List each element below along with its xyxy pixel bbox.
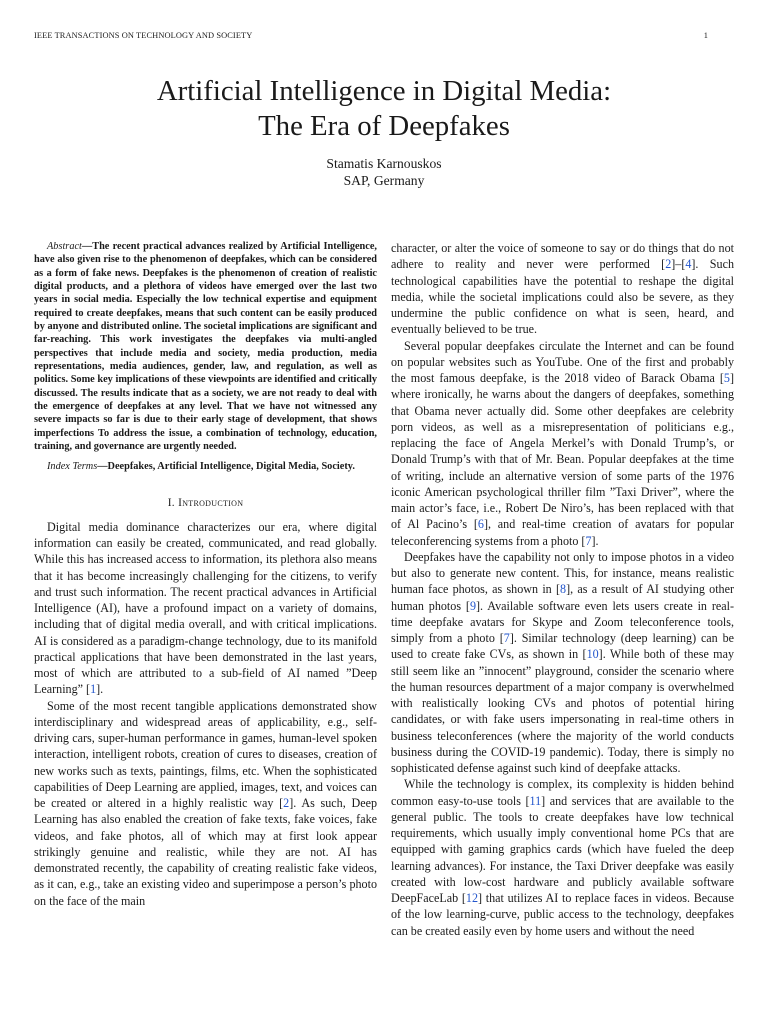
intro-paragraph-4: Deepfakes have the capability not only to impose photos in a video but also to generate new content. This, for instance, means realistic human face photos, as shown in [8], as a result of AI studying other human photos [9]. Available software even lets users create in real-time deepfake avatars for Skype and Zoom teleconference tools, simply from a photo [7]. Similar technology (deep learning) can be used to create fake CVs, as shown in [10]. While both of these may still seem like an ”innocent” playground, consider the scenario where the human resources department of a major company is overwhelmed with realistically looking CVs and photos of potential hiring candidates, or with fake users impersonating in real-time others in business teleconferences (where the majority of the world conducts business during the COVID-19 pandemic). Today, there is simply no sophisticated defense against such kind of deepfake attacks. [391,549,735,775]
paper-title-line-2: The Era of Deepfakes [258,110,510,142]
left-column [34,240,377,909]
author-name: Stamatis Karnouskos [326,156,442,171]
citation-link[interactable]: 5 [723,371,730,385]
citation-link[interactable]: 9 [469,598,476,613]
intro-paragraph-5: While the technology is complex, its complexity is hidden behind common easy-to-use tools [11] and services that are available to the general public. The tools to create deepfakes have low technical requirements, which usually imply conventional home PCs that are equipped with gaming graphics cards (which have fueled the deep learning advances). For instance, the Taxi Driver deepfake was easily created with low-cost hardware and publicly available software DeepFaceLab [12] that utilizes AI to replace faces in videos. Because of the low learning-curve, public access to the technology, deepfakes can be created easily even by home users and without the need [391,777,734,938]
intro-paragraph-3: Several popular deepfakes circulate the Internet and can be found on popular websites such as YouTube. One of the first and probably the most famous deepfake, is the 2018 video of Barack Obama [5] where ironically, he warns about the dangers of deepfakes, something that Obama never actually did. Some other deepfakes are celebrity porn videos, as well as a misrepresentation of politicians e.g., replacing the face of Angela Merkel’s with Donald Trump’s, or Donald Trump’s with that of Mr. Bean. Popular deepfakes at the time of writing, include an alternative version of some parts of the 1976 iconic American psychological thriller film ”Taxi Driver”, where the main actor’s face, i.e., Robert De Niro’s, has been replaced with that of Al Pacino’s [6], and real-time creation of avatars for popular teleconferencing systems from a photo [7]. [391,338,734,548]
intro-paragraph-1: Digital media dominance characterizes our era, where digital information can easily be created, communicated, and read globally. While this has increased access to information, its plethora also means that it has become increasingly challenging for the citizens, to verify and trust such information. The recent practical advances in Artificial Intelligence (AI), have a profound impact on a variety of domains, including that of digital media overall, and with critical implications. AI is considered as a paradigm-change technology, due to its manifold practical applications that have been demonstrated in the last years, most of which are attributed to a sub-field of AI named ”Deep Learning” [1]. [34,519,377,697]
paper-title-line-1: Artificial Intelligence in Digital Media: [156,75,612,107]
page-number: 1 [703,31,708,40]
intro-paragraph-2-continued: character, or alter the voice of someone to say or do things that do not adhere to reality and never were performed [2]–[4]. Such technological capabilities have the potential to reshape the digital media, while the societal implications could also be severe, as they undermine the public confidence on what is seen, heard, and eventually believed to be true. [391,241,734,337]
section-numeral: I. [167,496,179,509]
citation-link[interactable]: 6 [477,517,484,532]
citation-link[interactable]: 4 [685,257,692,272]
abstract-text: —The recent practical advances realized by Artificial Intelligence, have also given rise to the phenomenon of deepfakes, which can be considered as a form of fake news. Deepfakes is the phenomenon of creation of realistic digital products, and a plethora of videos have emerged over the last two years in social media. Especially the low technical expertise and equipment required to create deepfakes, means that such content can be easily produced by anyone and distributed online. The societal implications are significant and far-reaching. This work investigates the deepfakes via multi-angled perspectives that include media and society, media production, media representations, media audiences, gender, law, and regulation, as well as politics. Some key implications of these viewpoints are identified and critically discussed. The results indicate that as a society, we are not ready to deal with the emergence of deepfakes at any level. That we have not witnessed any severe impacts so far is due to their early stage of development, that shows imperfections To address the issue, a combination of technology, education, training, and governance are urgently needed. [34,241,377,453]
section-heading-introduction [34,496,377,510]
right-column [391,240,734,939]
citation-link[interactable]: 2 [283,796,290,811]
citation-link[interactable]: 11 [529,793,542,808]
section-title: Introduction [178,496,244,509]
intro-paragraph-2: Some of the most recent tangible applications demonstrated show interdisciplinary and widespread areas of applicability, e.g., self-driving cars, super-human performance in games, human-level spoken interaction, intelligent robots, creation of cures to diseases, creation of new works such as texts, paintings, films, etc. When the sophisticated capabilities of Deep Learning are applied, images, text, and voices can be created or altered in a highly realistic way [2]. As such, Deep Learning has also enabled the creation of fake texts, fake voices, fake videos, and fake photos, all of which may at first look appear strikingly genuine and realistic, while they are not. AI has demonstrated recently, the capability of creating realistic fake videos, as it can, e.g., take an existing video and superimpose a person’s photo on the face of the main [34,698,377,908]
citation-link[interactable]: 1 [90,682,97,697]
citation-link[interactable]: 7 [585,533,592,548]
index-terms-label: Index Terms [47,460,98,472]
citation-link[interactable]: 12 [465,891,478,905]
journal-name: IEEE TRANSACTIONS ON TECHNOLOGY AND SOCIETY [34,31,253,40]
citation-link[interactable]: 10 [586,647,599,662]
citation-link[interactable]: 7 [503,631,510,645]
citation-link[interactable]: 2 [665,257,672,272]
title-block [34,74,734,189]
index-terms-text: —Deepfakes, Artificial Intelligence, Digital Media, Society. [97,460,355,472]
author-affiliation: SAP, Germany [343,173,425,188]
index-terms [34,460,377,473]
abstract [34,240,377,454]
citation-link[interactable]: 8 [560,582,567,597]
running-header [34,31,708,45]
abstract-label: Abstract [47,241,82,252]
